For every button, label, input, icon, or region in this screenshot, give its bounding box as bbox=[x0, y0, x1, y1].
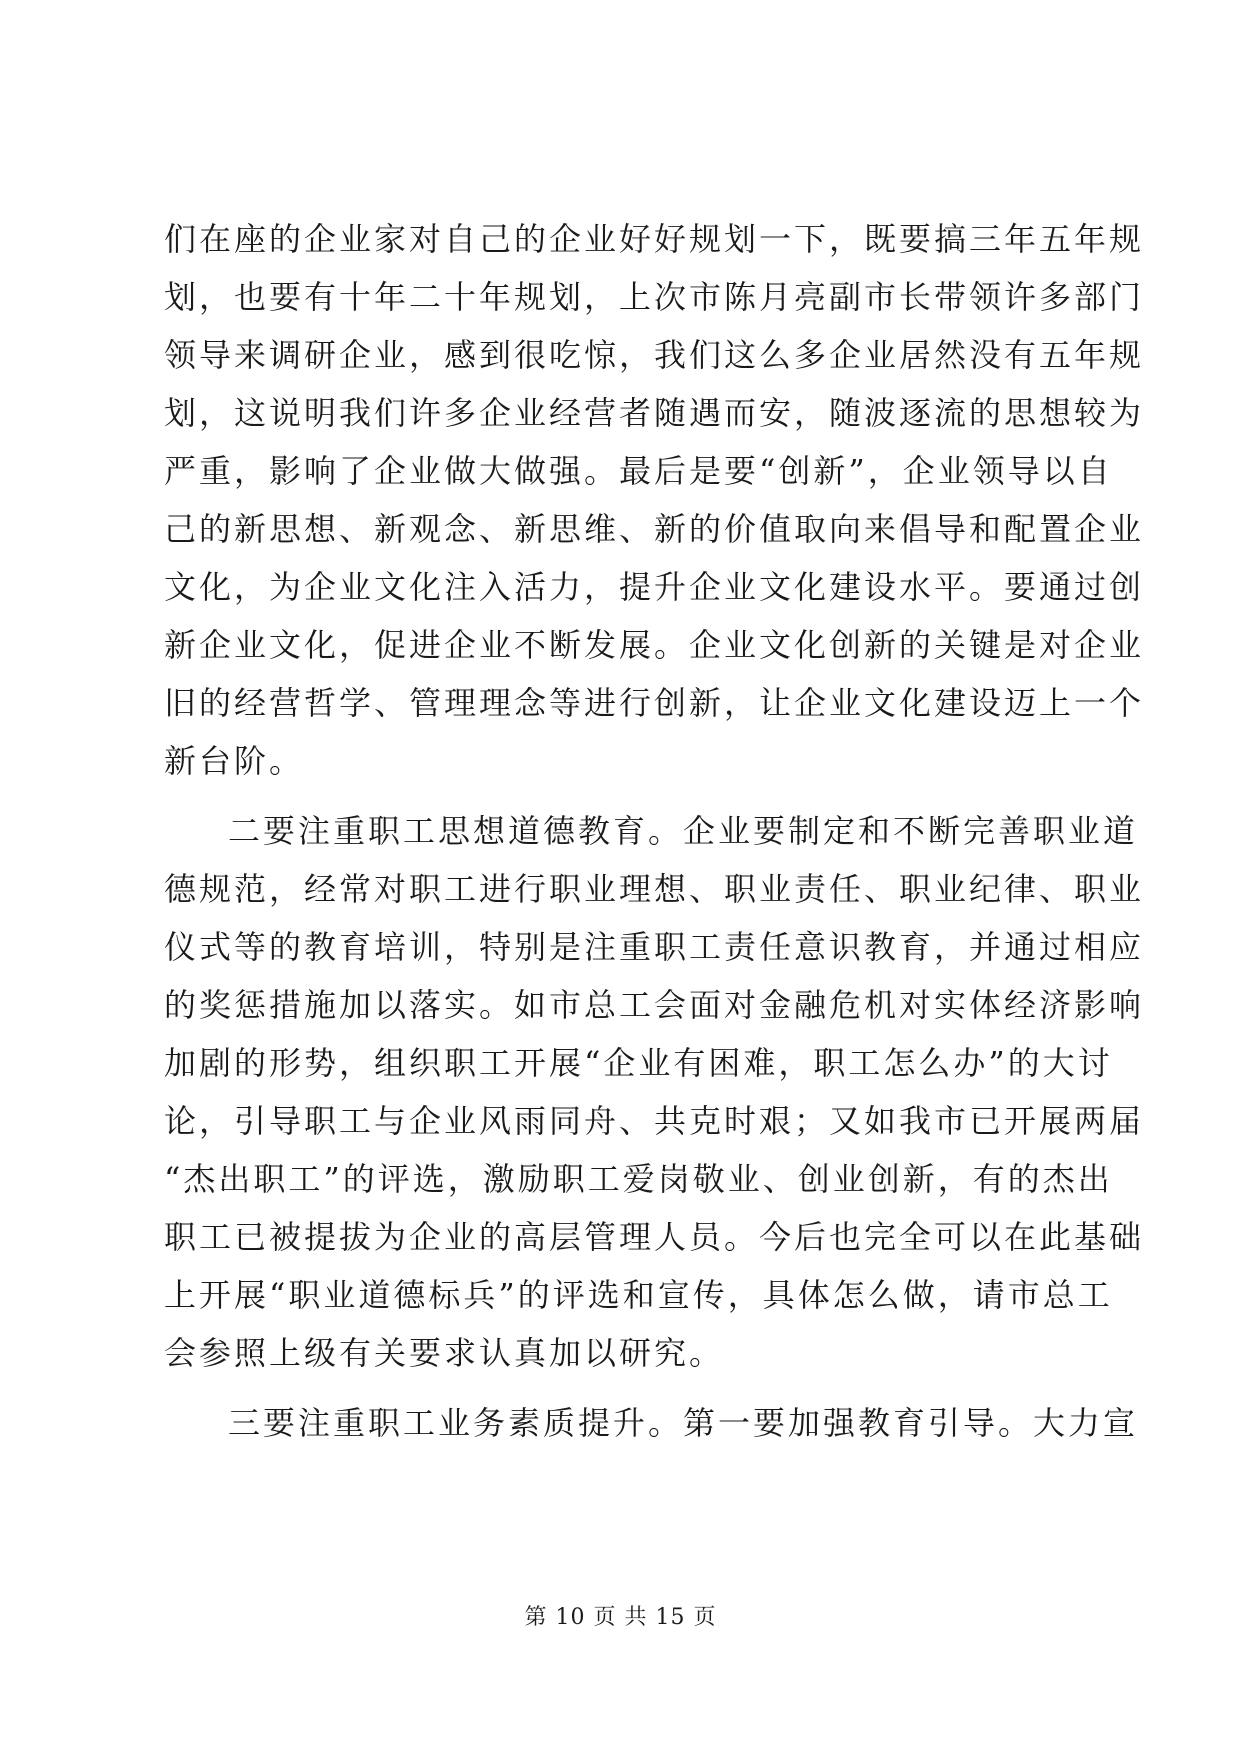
text-line: 严重，影响了企业做大做强。最后是要“创新”，企业领导以自 bbox=[164, 452, 1113, 490]
text-line: 加剧的形势，组织职工开展“企业有困难，职工怎么办”的大讨 bbox=[164, 1044, 1113, 1082]
text-line: 三要注重职工业务素质提升。第一要加强教育引导。大力宣 bbox=[228, 1404, 1139, 1442]
text-line: 划，这说明我们许多企业经营者随遇而安，随波逐流的思想较为 bbox=[164, 394, 1145, 432]
text-line: 己的新思想、新观念、新思维、新的价值取向来倡导和配置企业 bbox=[164, 510, 1145, 548]
paragraph-1 bbox=[164, 210, 1145, 790]
page-number-footer: 第 10 页 共 15 页 bbox=[524, 1605, 717, 1630]
paragraph-2 bbox=[164, 802, 1145, 1382]
paragraph-gap bbox=[164, 790, 1082, 802]
document-body bbox=[164, 210, 1145, 1452]
text-line: 的奖惩措施加以落实。如市总工会面对金融危机对实体经济影响 bbox=[164, 986, 1145, 1024]
text-line: 新台阶。 bbox=[164, 742, 305, 780]
text-line: 会参照上级有关要求认真加以研究。 bbox=[164, 1334, 725, 1372]
text-line: 们在座的企业家对自己的企业好好规划一下，既要搞三年五年规 bbox=[164, 220, 1145, 258]
text-line: 划，也要有十年二十年规划，上次市陈月亮副市长带领许多部门 bbox=[164, 278, 1145, 316]
paragraph-gap bbox=[164, 1382, 1082, 1394]
text-line: 德规范，经常对职工进行职业理想、职业责任、职业纪律、职业 bbox=[164, 870, 1145, 908]
text-line: 论，引导职工与企业风雨同舟、共克时艰；又如我市已开展两届 bbox=[164, 1102, 1145, 1140]
text-line: 仪式等的教育培训，特别是注重职工责任意识教育，并通过相应 bbox=[164, 928, 1145, 966]
text-line: 二要注重职工思想道德教育。企业要制定和不断完善职业道 bbox=[228, 812, 1139, 850]
text-line: 新企业文化，促进企业不断发展。企业文化创新的关键是对企业 bbox=[164, 626, 1145, 664]
text-line: 领导来调研企业，感到很吃惊，我们这么多企业居然没有五年规 bbox=[164, 336, 1145, 374]
text-line: 旧的经营哲学、管理理念等进行创新，让企业文化建设迈上一个 bbox=[164, 684, 1145, 722]
text-line: “杰出职工”的评选，激励职工爱岗敬业、创业创新，有的杰出 bbox=[164, 1160, 1113, 1198]
text-line: 上开展“职业道德标兵”的评选和宣传，具体怎么做，请市总工 bbox=[164, 1276, 1113, 1314]
text-line: 职工已被提拔为企业的高层管理人员。今后也完全可以在此基础 bbox=[164, 1218, 1145, 1256]
paragraph-3 bbox=[164, 1394, 1139, 1452]
text-line: 文化，为企业文化注入活力，提升企业文化建设水平。要通过创 bbox=[164, 568, 1145, 606]
